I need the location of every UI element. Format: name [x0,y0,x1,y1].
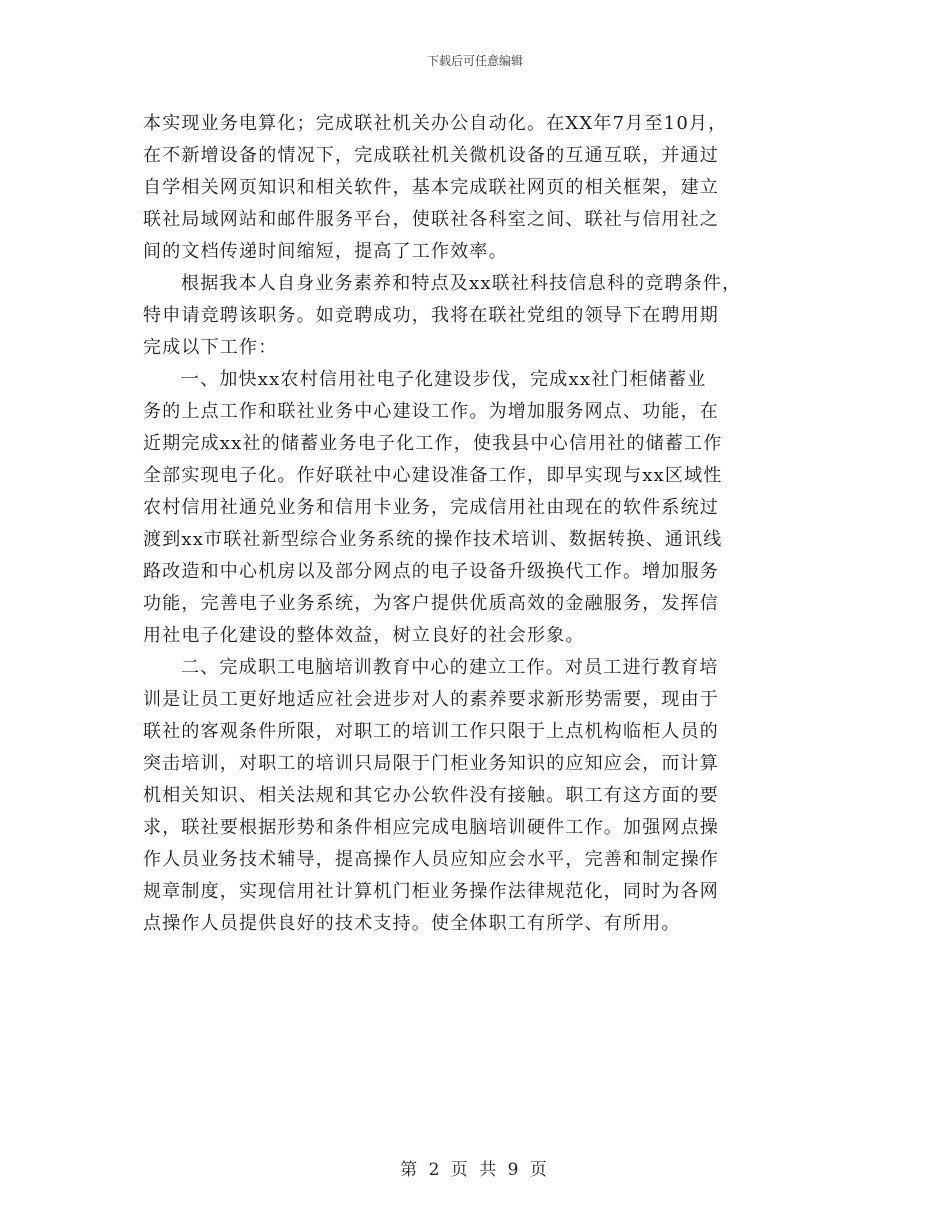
text-line: 求，联社要根据形势和条件相应完成电脑培训硬件工作。加强网点操 [143,817,719,838]
text-line: 规章制度，实现信用社计算机门柜业务操作法律规范化，同时为各网 [143,881,719,902]
page-header-note: 下载后可任意编辑 [426,54,523,68]
text-line: 用社电子化建设的整体效益，树立良好的社会形象。 [143,625,585,646]
paragraph-3 [143,364,823,652]
text-line: 本实现业务电算化；完成联社机关办公自动化。在XX年7月至10月， [143,113,728,134]
document-body [143,108,823,940]
text-line: 务的上点工作和联社业务中心建设工作。为增加服务网点、功能，在 [143,401,719,422]
text-line: 自学相关网页知识和相关软件，基本完成联社网页的相关框架，建立 [143,177,719,198]
paragraph-4 [143,652,823,940]
text-line: 突击培训，对职工的培训只局限于门柜业务知识的应知应会，而计算 [143,753,719,774]
text-line: 渡到xx市联社新型综合业务系统的操作技术培训、数据转换、通讯线 [143,529,723,550]
text-line: 联社局域网站和邮件服务平台，使联社各科室之间、联社与信用社之 [143,209,719,230]
text-line: 联社的客观条件所限，对职工的培训工作只限于上点机构临柜人员的 [143,721,719,742]
text-line: 间的文档传递时间缩短，提高了工作效率。 [143,241,508,262]
text-line: 路改造和中心机房以及部分网点的电子设备升级换代工作。增加服务 [143,561,719,582]
paragraph-1 [143,108,823,268]
text-line: 农村信用社通兑业务和信用卡业务，完成信用社由现在的软件系统过 [143,497,719,518]
text-line: 作人员业务技术辅导，提高操作人员应知应会水平，完善和制定操作 [143,849,719,870]
text-line: 在不新增设备的情况下，完成联社机关微机设备的互通互联，并通过 [143,145,719,166]
text-line: 训是让员工更好地适应社会进步对人的素养要求新形势需要，现由于 [143,689,719,710]
text-line: 近期完成xx社的储蓄业务电子化工作，使我县中心信用社的储蓄工作 [143,433,723,454]
text-line: 根据我本人自身业务素养和特点及xx联社科技信息科的竞聘条件， [181,273,742,294]
page-number: 第 2 页 共 9 页 [400,1160,550,1180]
text-line: 二、完成职工电脑培训教育中心的建立工作。对员工进行教育培 [181,657,719,678]
text-line: 点操作人员提供良好的技术支持。使全体职工有所学、有所用。 [143,913,681,934]
paragraph-2 [143,268,823,364]
text-line: 功能，完善电子业务系统，为客户提供优质高效的金融服务，发挥信 [143,593,719,614]
text-line: 机相关知识、相关法规和其它办公软件没有接触。职工有这方面的要 [143,785,719,806]
text-line: 特申请竞聘该职务。如竞聘成功，我将在联社党组的领导下在聘用期 [143,305,719,326]
text-line: 完成以下工作： [143,337,278,358]
text-line: 一、加快xx农村信用社电子化建设步伐，完成xx社门柜储蓄业 [181,369,707,390]
text-line: 全部实现电子化。作好联社中心建设准备工作，即早实现与xx区域性 [143,465,723,486]
